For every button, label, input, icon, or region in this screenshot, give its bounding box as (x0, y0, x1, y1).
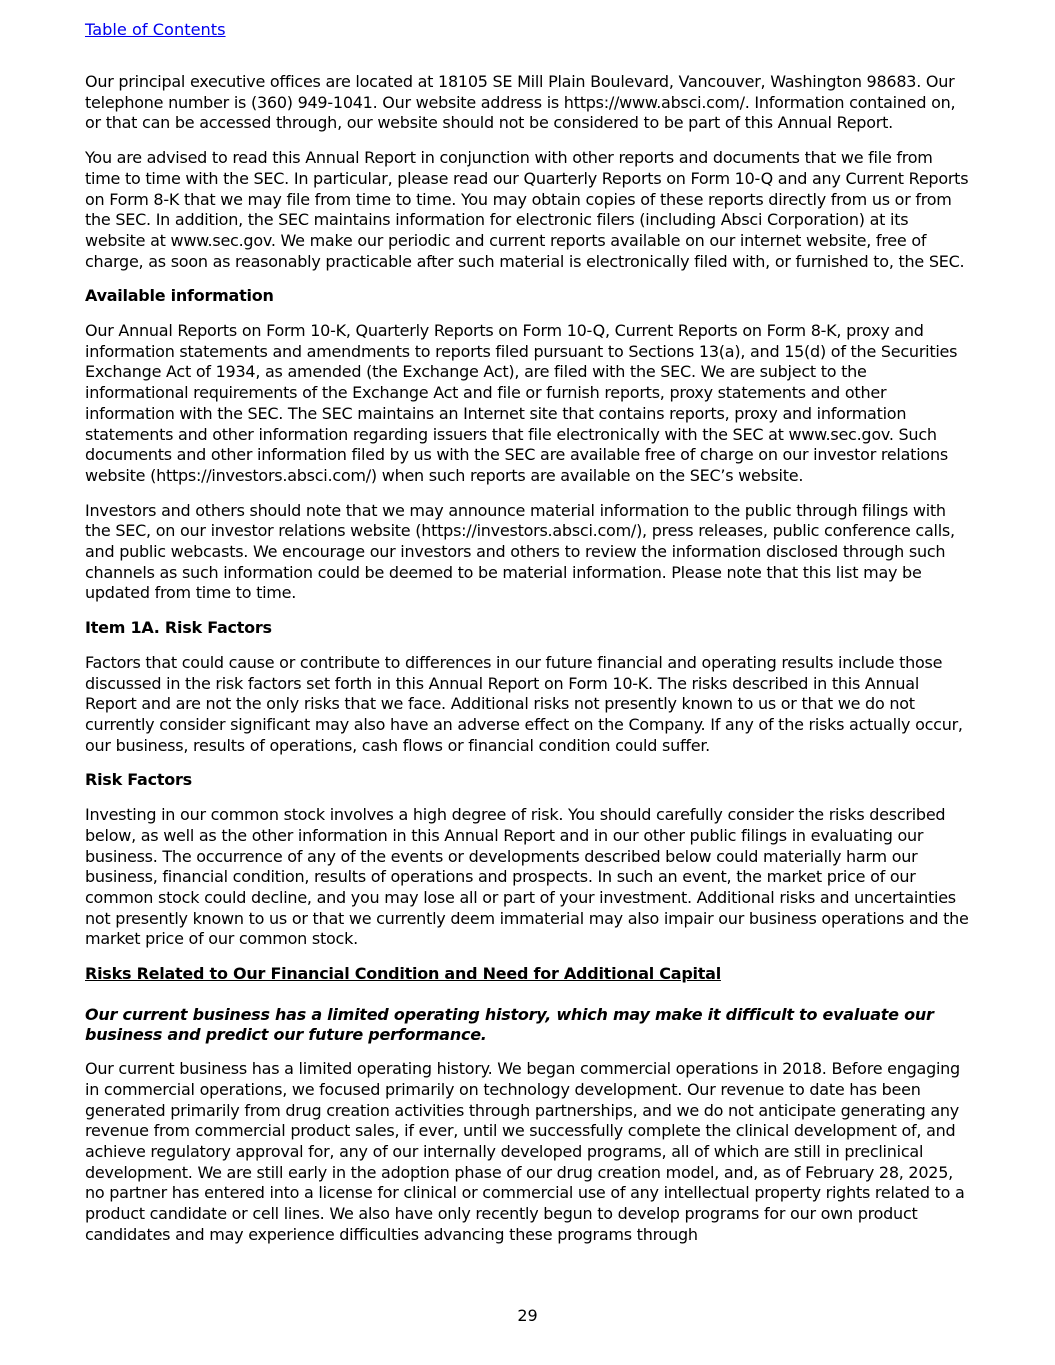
risk-factors-paragraph: Investing in our common stock involves a high degree of risk. You should carefully consider the risks described below, as well as the other information in this Annual Report and in our other public filings in evaluating our business. The occurrence of any of the events or developments described below could materially harm our business, financial condition, results of operations and prospects. In such an event, the market price of our common stock could decline, and you may lose all or part of your investment. Additional risks and uncertainties not presently known to us or that we currently deem immaterial may also impair our business operations and the market price of our common stock. (85, 805, 969, 949)
offices-paragraph: Our principal executive offices are located at 18105 SE Mill Plain Boulevard, Vancouver, Washington 98683. Our telephone number is (360) 949-1041. Our website address is https://www.absci.com/. Information contained on, or that can be accessed through, our website should not be considered to be part of this Annual Report. (85, 72, 956, 133)
table-of-contents-link[interactable]: Table of Contents (85, 20, 226, 39)
page-number: 29 (517, 1306, 538, 1325)
risk-factors-heading: Risk Factors (85, 770, 192, 790)
advised-paragraph: You are advised to read this Annual Report in conjunction with other reports and documents that we file from time to time with the SEC. In particular, please read our Quarterly Reports on Form 10-Q and any Current Reports on Form 8-K that we may file from time to time. You may obtain copies of these reports directly from us or from the SEC. In addition, the SEC maintains information for electronic filers (including Absci Corporation) at its website at www.sec.gov. We make our periodic and current reports available on our internet website, free of charge, as soon as reasonably practicable after such material is electronically filed with, or furnished to, the SEC. (85, 148, 969, 271)
limited-history-paragraph: Our current business has a limited operating history. We began commercial operations in 2018. Before engaging in commercial operations, we focused primarily on technology development. Our revenue to date has been generated primarily from drug creation activities through partnerships, and we do not anticipate generating any revenue from commercial product sales, if ever, until we successfully complete the clinical development of, and achieve regulatory approval for, any of our internally developed programs, all of which are still in preclinical development. We are still early in the adoption phase of our drug creation model, and, as of February 28, 2025, no partner has entered into a license for clinical or commercial use of any intellectual property rights related to a product candidate or cell lines. We also have only recently begun to develop programs for our own product candidates and may experience difficulties advancing these programs through (85, 1059, 965, 1244)
item-1a-paragraph: Factors that could cause or contribute to differences in our future financial and operating results include those discussed in the risk factors set forth in this Annual Report on Form 10-K. The risks described in this Annual Report and are not the only risks that we face. Additional risks not presently known to us or that we do not currently consider significant may also have an adverse effect on the Company. If any of the risks actually occur, our business, results of operations, cash flows or financial condition could suffer. (85, 652, 963, 755)
limited-history-risk-heading: Our current business has a limited operating history, which may make it difficult to evaluate our business and predict our future performance. (85, 1004, 934, 1045)
document-page (85, 18, 971, 1259)
available-information-paragraph: Our Annual Reports on Form 10-K, Quarterly Reports on Form 10-Q, Current Reports on Form 8-K, proxy and information statements and amendments to reports filed pursuant to Sections 13(a), and 15(d) of the Securities Exchange Act of 1934, as amended (the Exchange Act), are filed with the SEC. We are subject to the informational requirements of the Exchange Act and file or furnish reports, proxy statements and other information with the SEC. The SEC maintains an Internet site that contains reports, proxy and information statements and other information regarding issuers that file electronically with the SEC at www.sec.gov. Such documents and other information filed by us with the SEC are available free of charge on our investor relations website (https://investors.absci.com/) when such reports are available on the SEC’s website. (85, 321, 958, 485)
financial-condition-section-heading: Risks Related to Our Financial Condition and Need for Additional Capital (85, 964, 721, 984)
document-body (85, 72, 971, 1245)
available-information-heading: Available information (85, 286, 274, 306)
item-1a-heading: Item 1A. Risk Factors (85, 618, 272, 638)
investors-note-paragraph: Investors and others should note that we may announce material information to the public through filings with the SEC, on our investor relations website (https://investors.absci.com/), press releases, public conference calls, and public webcasts. We encourage our investors and others to review the information disclosed through such channels as such information could be deemed to be material information. Please note that this list may be updated from time to time. (85, 500, 955, 603)
